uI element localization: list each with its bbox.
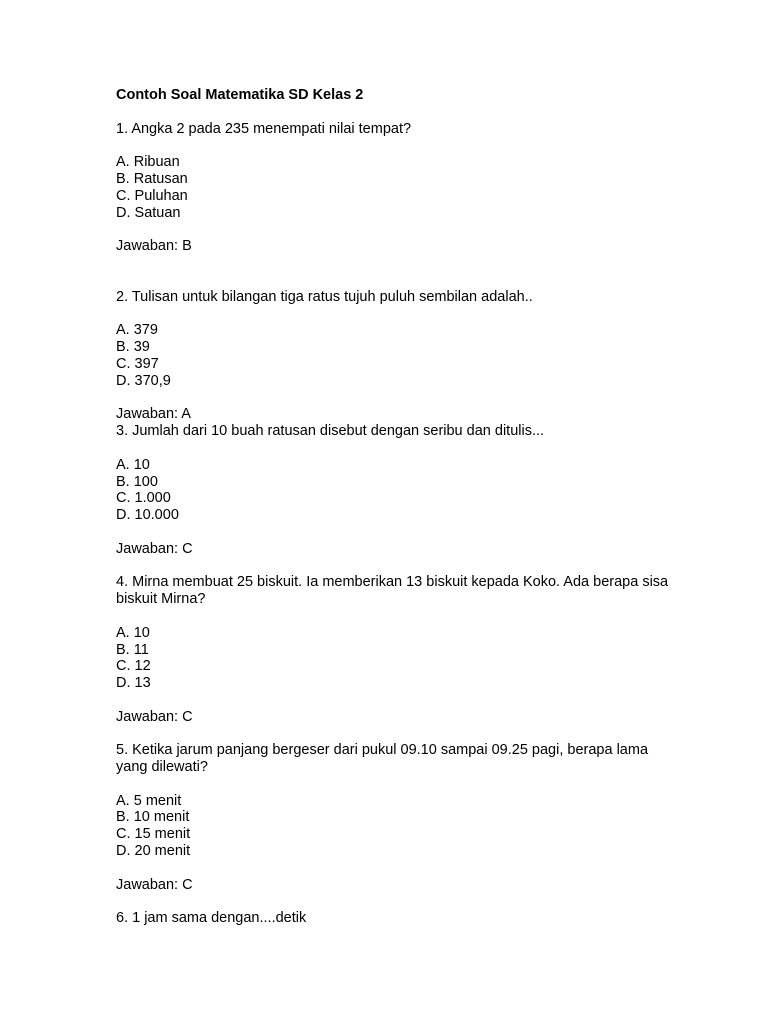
option-c: C. 15 menit bbox=[116, 826, 191, 843]
question-3 bbox=[116, 423, 676, 557]
option-b: B. Ratusan bbox=[116, 171, 188, 188]
option-d: D. 10.000 bbox=[116, 507, 179, 524]
answer-key: Jawaban: C bbox=[116, 876, 193, 893]
option-a: A. 5 menit bbox=[116, 792, 182, 809]
option-d: D. Satuan bbox=[116, 204, 181, 221]
option-a: A. 379 bbox=[116, 322, 158, 339]
answer-key: Jawaban: B bbox=[116, 238, 192, 255]
option-a: A. Ribuan bbox=[116, 154, 180, 171]
answer-options bbox=[116, 457, 676, 524]
option-c: C. 397 bbox=[116, 355, 159, 372]
question-text: 1. Angka 2 pada 235 menempati nilai tempat? bbox=[116, 120, 412, 137]
option-b: B. 100 bbox=[116, 473, 158, 490]
spacer bbox=[116, 255, 676, 289]
question-1 bbox=[116, 121, 676, 255]
answer-options bbox=[116, 322, 676, 389]
option-d: D. 370,9 bbox=[116, 372, 171, 389]
question-text: 4. Mirna membuat 25 biskuit. Ia memberikan 13 biskuit kepada Koko. Ada berapa sisa biskuit Mirna? bbox=[116, 574, 669, 608]
spacer bbox=[116, 558, 676, 575]
option-c: C. Puluhan bbox=[116, 187, 188, 204]
option-a: A. 10 bbox=[116, 624, 150, 641]
question-text: 6. 1 jam sama dengan....detik bbox=[116, 910, 307, 927]
option-d: D. 20 menit bbox=[116, 843, 191, 860]
option-a: A. 10 bbox=[116, 456, 150, 473]
answer-key: Jawaban: C bbox=[116, 708, 193, 725]
question-5 bbox=[116, 742, 676, 893]
question-text: 5. Ketika jarum panjang bergeser dari pukul 09.10 sampai 09.25 pagi, berapa lama yang dilewati? bbox=[116, 742, 649, 776]
question-2 bbox=[116, 289, 676, 423]
answer-options bbox=[116, 793, 676, 860]
question-text: 3. Jumlah dari 10 buah ratusan disebut dengan seribu dan ditulis... bbox=[116, 423, 545, 440]
option-b: B. 39 bbox=[116, 339, 150, 356]
document-title: Contoh Soal Matematika SD Kelas 2 bbox=[116, 87, 364, 103]
answer-options bbox=[116, 154, 676, 221]
answer-key: Jawaban: C bbox=[116, 540, 193, 557]
option-d: D. 13 bbox=[116, 675, 151, 692]
question-text: 2. Tulisan untuk bilangan tiga ratus tujuh puluh sembilan adalah.. bbox=[116, 288, 533, 305]
answer-options bbox=[116, 625, 676, 692]
question-4 bbox=[116, 574, 676, 725]
option-b: B. 10 menit bbox=[116, 809, 190, 826]
spacer bbox=[116, 725, 676, 742]
spacer bbox=[116, 893, 676, 910]
answer-key: Jawaban: A bbox=[116, 406, 191, 423]
option-c: C. 12 bbox=[116, 658, 151, 675]
document-body bbox=[116, 87, 676, 944]
option-c: C. 1.000 bbox=[116, 490, 171, 507]
option-b: B. 11 bbox=[116, 641, 149, 658]
question-6 bbox=[116, 910, 676, 927]
